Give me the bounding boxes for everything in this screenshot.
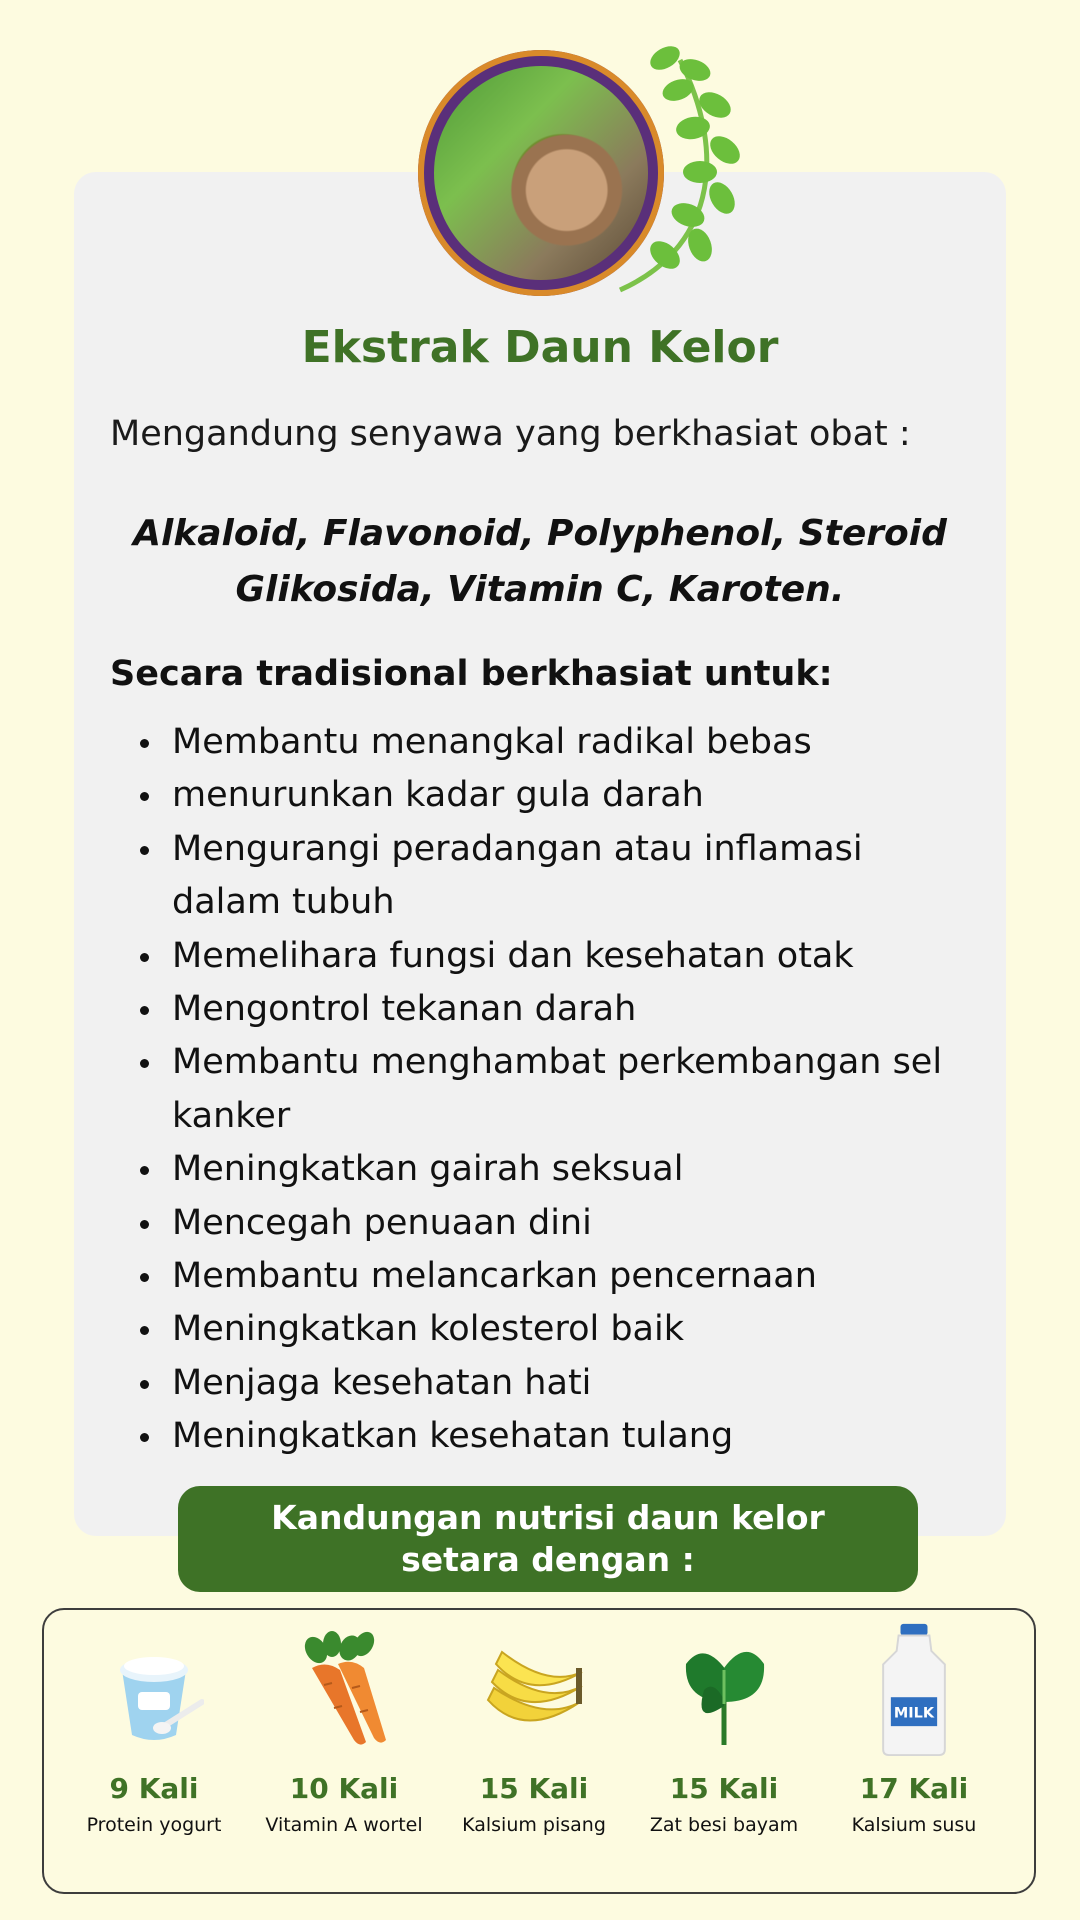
milk-label-text: MILK (893, 1705, 935, 1722)
benefit-item: Membantu melancarkan pencernaan (140, 1250, 980, 1303)
benefit-item: Mengurangi peradangan atau inflamasi dalam tubuh (140, 823, 980, 930)
nutrition-value: 15 Kali (479, 1772, 589, 1805)
benefit-item: Membantu menghambat perkembangan sel kanker (140, 1036, 980, 1143)
nutrition-item-yogurt (59, 1610, 249, 1896)
benefits-list (140, 716, 980, 1464)
benefit-item: menurunkan kadar gula darah (140, 769, 980, 822)
nutrition-label: Protein yogurt (86, 1814, 222, 1836)
benefit-item: Membantu menangkal radikal bebas (140, 716, 980, 769)
moringa-powder-photo (418, 50, 664, 296)
nutrition-value: 9 Kali (109, 1772, 199, 1805)
intro-text: Mengandung senyawa yang berkhasiat obat : (110, 414, 911, 454)
milk-icon (864, 1622, 964, 1757)
carrot-icon (294, 1630, 394, 1750)
benefit-item: Mencegah penuaan dini (140, 1197, 980, 1250)
banana-icon (464, 1630, 604, 1750)
nutrition-item-spinach (629, 1610, 819, 1896)
benefit-item: Meningkatkan gairah seksual (140, 1143, 980, 1196)
benefit-item: Meningkatkan kesehatan tulang (140, 1410, 980, 1463)
compound-line-2: Glikosida, Vitamin C, Karoten. (235, 569, 845, 610)
nutrition-comparison-box (42, 1608, 1036, 1894)
moringa-photo-content (434, 66, 648, 280)
nutrition-value: 10 Kali (289, 1772, 399, 1805)
nutrition-label: Kalsium pisang (462, 1814, 606, 1836)
nutrition-item-carrot (249, 1610, 439, 1896)
nutrition-label: Zat besi bayam (649, 1814, 799, 1836)
nutrition-item-banana (439, 1610, 629, 1896)
nutrition-label: Kalsium susu (851, 1814, 977, 1836)
benefit-item: Memelihara fungsi dan kesehatan otak (140, 930, 980, 983)
benefits-heading: Secara tradisional berkhasiat untuk: (110, 654, 833, 694)
compound-list (90, 506, 990, 618)
banner-line-1: Kandungan nutrisi daun kelor (271, 1498, 825, 1537)
compound-line-1: Alkaloid, Flavonoid, Polyphenol, Steroid (133, 513, 947, 554)
benefit-item: Menjaga kesehatan hati (140, 1357, 980, 1410)
nutrition-value: 17 Kali (859, 1772, 969, 1805)
nutrition-label: Vitamin A wortel (265, 1814, 423, 1836)
banner-line-2: setara dengan : (401, 1540, 695, 1579)
nutrition-value: 15 Kali (669, 1772, 779, 1805)
spinach-icon (674, 1630, 774, 1750)
benefit-item: Mengontrol tekanan darah (140, 983, 980, 1036)
page-title: Ekstrak Daun Kelor (301, 322, 779, 373)
benefit-item: Meningkatkan kolesterol baik (140, 1303, 980, 1356)
nutrition-item-milk (819, 1610, 1009, 1896)
yogurt-icon (104, 1630, 204, 1750)
nutrition-banner (178, 1486, 918, 1592)
